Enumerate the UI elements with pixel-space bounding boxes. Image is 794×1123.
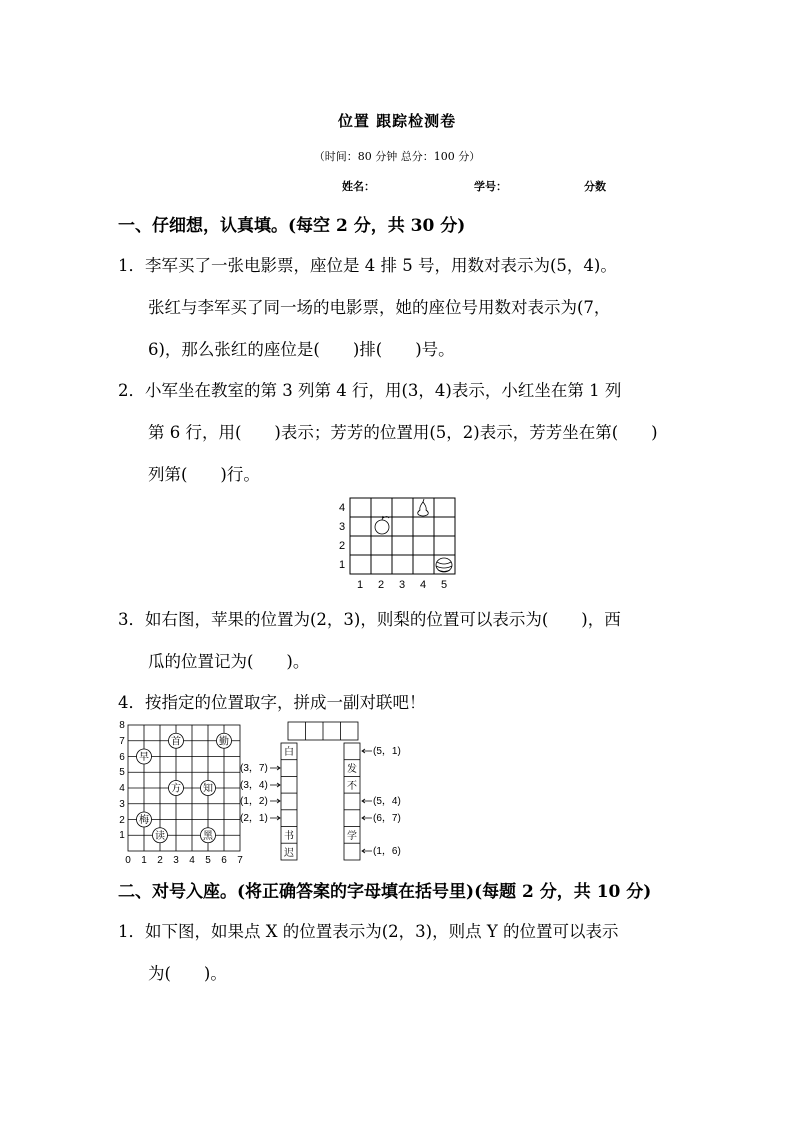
couplet-coord: (6，7) [373, 813, 401, 824]
char-x-label: 2 [157, 855, 163, 866]
couplet-coord: (1，2) [240, 796, 268, 807]
page-title: 位置 跟踪检测卷 [337, 112, 457, 130]
q2-line3: 列第( )行。 [148, 465, 260, 484]
fruit-x-label: 5 [440, 579, 448, 591]
fruit-y-label: 1 [338, 559, 346, 571]
couplet-char: 学 [347, 831, 357, 842]
couplet-coord: (5，1) [373, 746, 401, 757]
couplet-coord: (3，7) [240, 763, 268, 774]
fruit-x-label: 3 [398, 579, 406, 591]
char-x-label: 5 [205, 855, 211, 866]
char-y-label: 8 [119, 720, 125, 731]
couplet-char: 书 [284, 831, 294, 842]
char-token-label: 黑 [203, 831, 213, 842]
char-x-label: 4 [189, 855, 195, 866]
q4-line1: 4．按指定的位置取字，拼成一副对联吧！ [118, 693, 426, 712]
q2-line2: 第 6 行，用( )表示；芳芳的位置用(5，2)表示，芳芳坐在第( ) [148, 423, 658, 442]
char-x-label: 1 [141, 855, 147, 866]
fruit-grid [332, 494, 467, 594]
char-y-label: 1 [119, 830, 125, 841]
q3-line2: 瓜的位置记为( )。 [148, 652, 310, 671]
q1-line1: 1．李军买了一张电影票，座位是 4 排 5 号，用数对表示为(5，4)。 [118, 256, 617, 275]
char-x-label: 7 [237, 855, 243, 866]
char-y-label: 5 [119, 767, 125, 778]
student-id-label: 学号： [474, 180, 507, 193]
char-token-label: 早 [139, 752, 149, 763]
section1-heading: 一、仔细想，认真填。(每空 2 分，共 30 分) [118, 216, 466, 236]
couplet-char: 迟 [284, 848, 294, 859]
char-y-label: 7 [119, 736, 125, 747]
couplet-diagram [240, 718, 410, 866]
watermelon-icon [436, 558, 452, 572]
char-y-label: 2 [119, 815, 125, 826]
char-token-label: 知 [203, 783, 213, 795]
q3-line1: 3．如右图，苹果的位置为(2，3)，则梨的位置可以表示为( )，西 [118, 610, 621, 629]
couplet-char: 白 [284, 747, 294, 758]
char-y-label: 4 [119, 783, 125, 794]
char-y-label: 6 [119, 752, 125, 763]
q1-line3: 6)，那么张红的座位是( )排( )号。 [148, 340, 455, 359]
char-token-label: 梅 [139, 815, 149, 826]
fruit-x-label: 4 [419, 579, 427, 591]
char-x-label: 0 [125, 855, 131, 866]
s2-q1-line2: 为( )。 [148, 964, 227, 983]
char-x-label: 6 [221, 855, 227, 866]
char-y-label: 3 [119, 799, 125, 810]
fruit-x-label: 2 [377, 579, 385, 591]
s2-q1-line1: 1．如下图，如果点 X 的位置表示为(2，3)，则点 Y 的位置可以表示 [118, 922, 619, 941]
couplet-coord: (1，6) [373, 846, 401, 857]
q2-line1: 2．小军坐在教室的第 3 列第 4 行，用(3，4)表示，小红坐在第 1 列 [118, 381, 622, 400]
char-token-label: 方 [171, 783, 181, 795]
fruit-x-label: 1 [356, 579, 364, 591]
char-token-label: 首 [171, 736, 181, 748]
section2-heading: 二、对号入座。(将正确答案的字母填在括号里)(每题 2 分，共 10 分) [118, 882, 652, 902]
pear-icon [418, 499, 429, 516]
score-label: 分数 [584, 180, 606, 193]
q1-line2: 张红与李军买了同一场的电影票，她的座位号用数对表示为(7， [148, 298, 611, 317]
couplet-char: 发 [347, 764, 357, 775]
char-grid [116, 718, 246, 866]
couplet-coord: (5，4) [373, 796, 401, 807]
fruit-y-label: 2 [338, 540, 346, 552]
fruit-y-label: 3 [338, 521, 346, 533]
char-token-label: 读 [155, 831, 165, 842]
fruit-y-label: 4 [338, 502, 346, 514]
couplet-coord: (3，4) [240, 780, 268, 791]
couplet-coord: (2，1) [240, 813, 268, 824]
page-subtitle: （时间：80 分钟 总分：100 分） [313, 150, 481, 163]
name-label: 姓名： [342, 180, 375, 193]
couplet-char: 不 [347, 781, 357, 792]
char-token-label: 勤 [219, 736, 229, 748]
apple-icon [375, 516, 389, 534]
char-x-label: 3 [173, 855, 179, 866]
